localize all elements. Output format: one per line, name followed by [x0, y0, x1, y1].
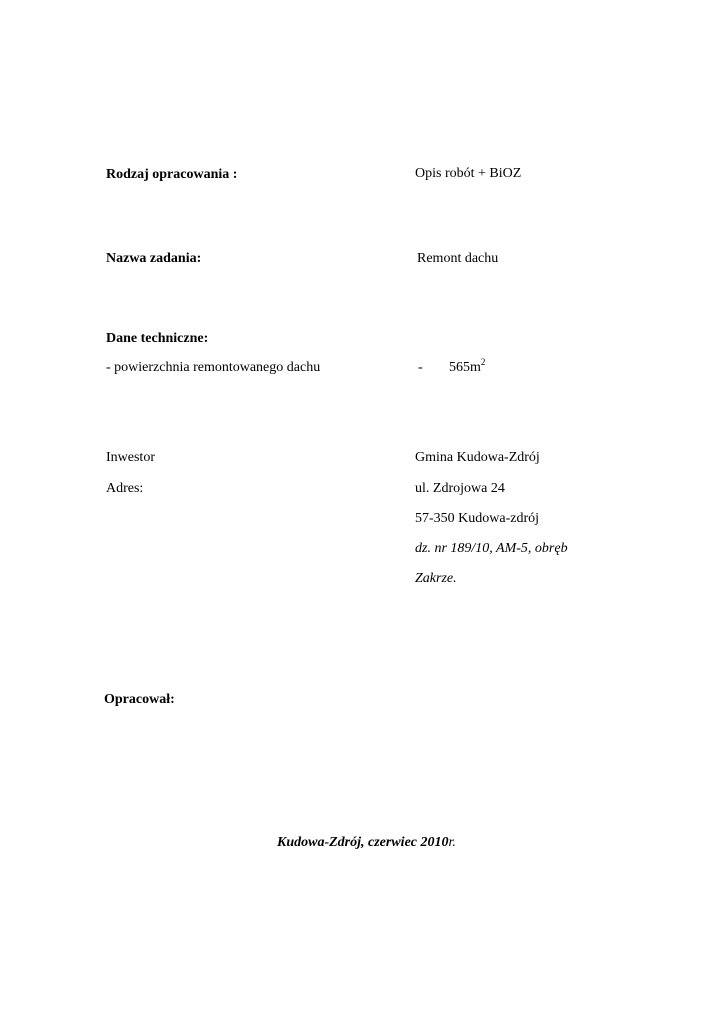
type-value: Opis robót + BiOZ [415, 166, 522, 181]
address-line-2: 57-350 Kudowa-zdrój [415, 511, 540, 526]
area-exponent: 2 [480, 357, 486, 367]
address-line-1: ul. Zdrojowa 24 [415, 481, 505, 496]
area-label: - powierzchnia remontowanego dachu [106, 360, 321, 375]
task-label: Nazwa zadania: [106, 251, 202, 266]
investor-label: Inwestor [106, 450, 155, 465]
area-value [449, 357, 486, 375]
type-label: Rodzaj opracowania : [106, 167, 238, 182]
prepared-by-label: Opracował: [104, 692, 175, 707]
address-label: Adres: [106, 481, 144, 496]
tech-heading: Dane techniczne: [106, 331, 209, 346]
address-line-3: dz. nr 189/10, AM-5, obręb [415, 541, 568, 556]
task-value: Remont dachu [417, 251, 499, 266]
footer-suffix: r. [448, 835, 456, 850]
area-dash: - [418, 360, 423, 375]
footer-place-date-text: Kudowa-Zdrój, czerwiec 2010 [277, 835, 449, 850]
investor-value: Gmina Kudowa-Zdrój [415, 450, 540, 465]
area-number: 565m [449, 360, 481, 375]
footer-place-date [277, 836, 456, 850]
address-line-4: Zakrze. [415, 571, 457, 586]
